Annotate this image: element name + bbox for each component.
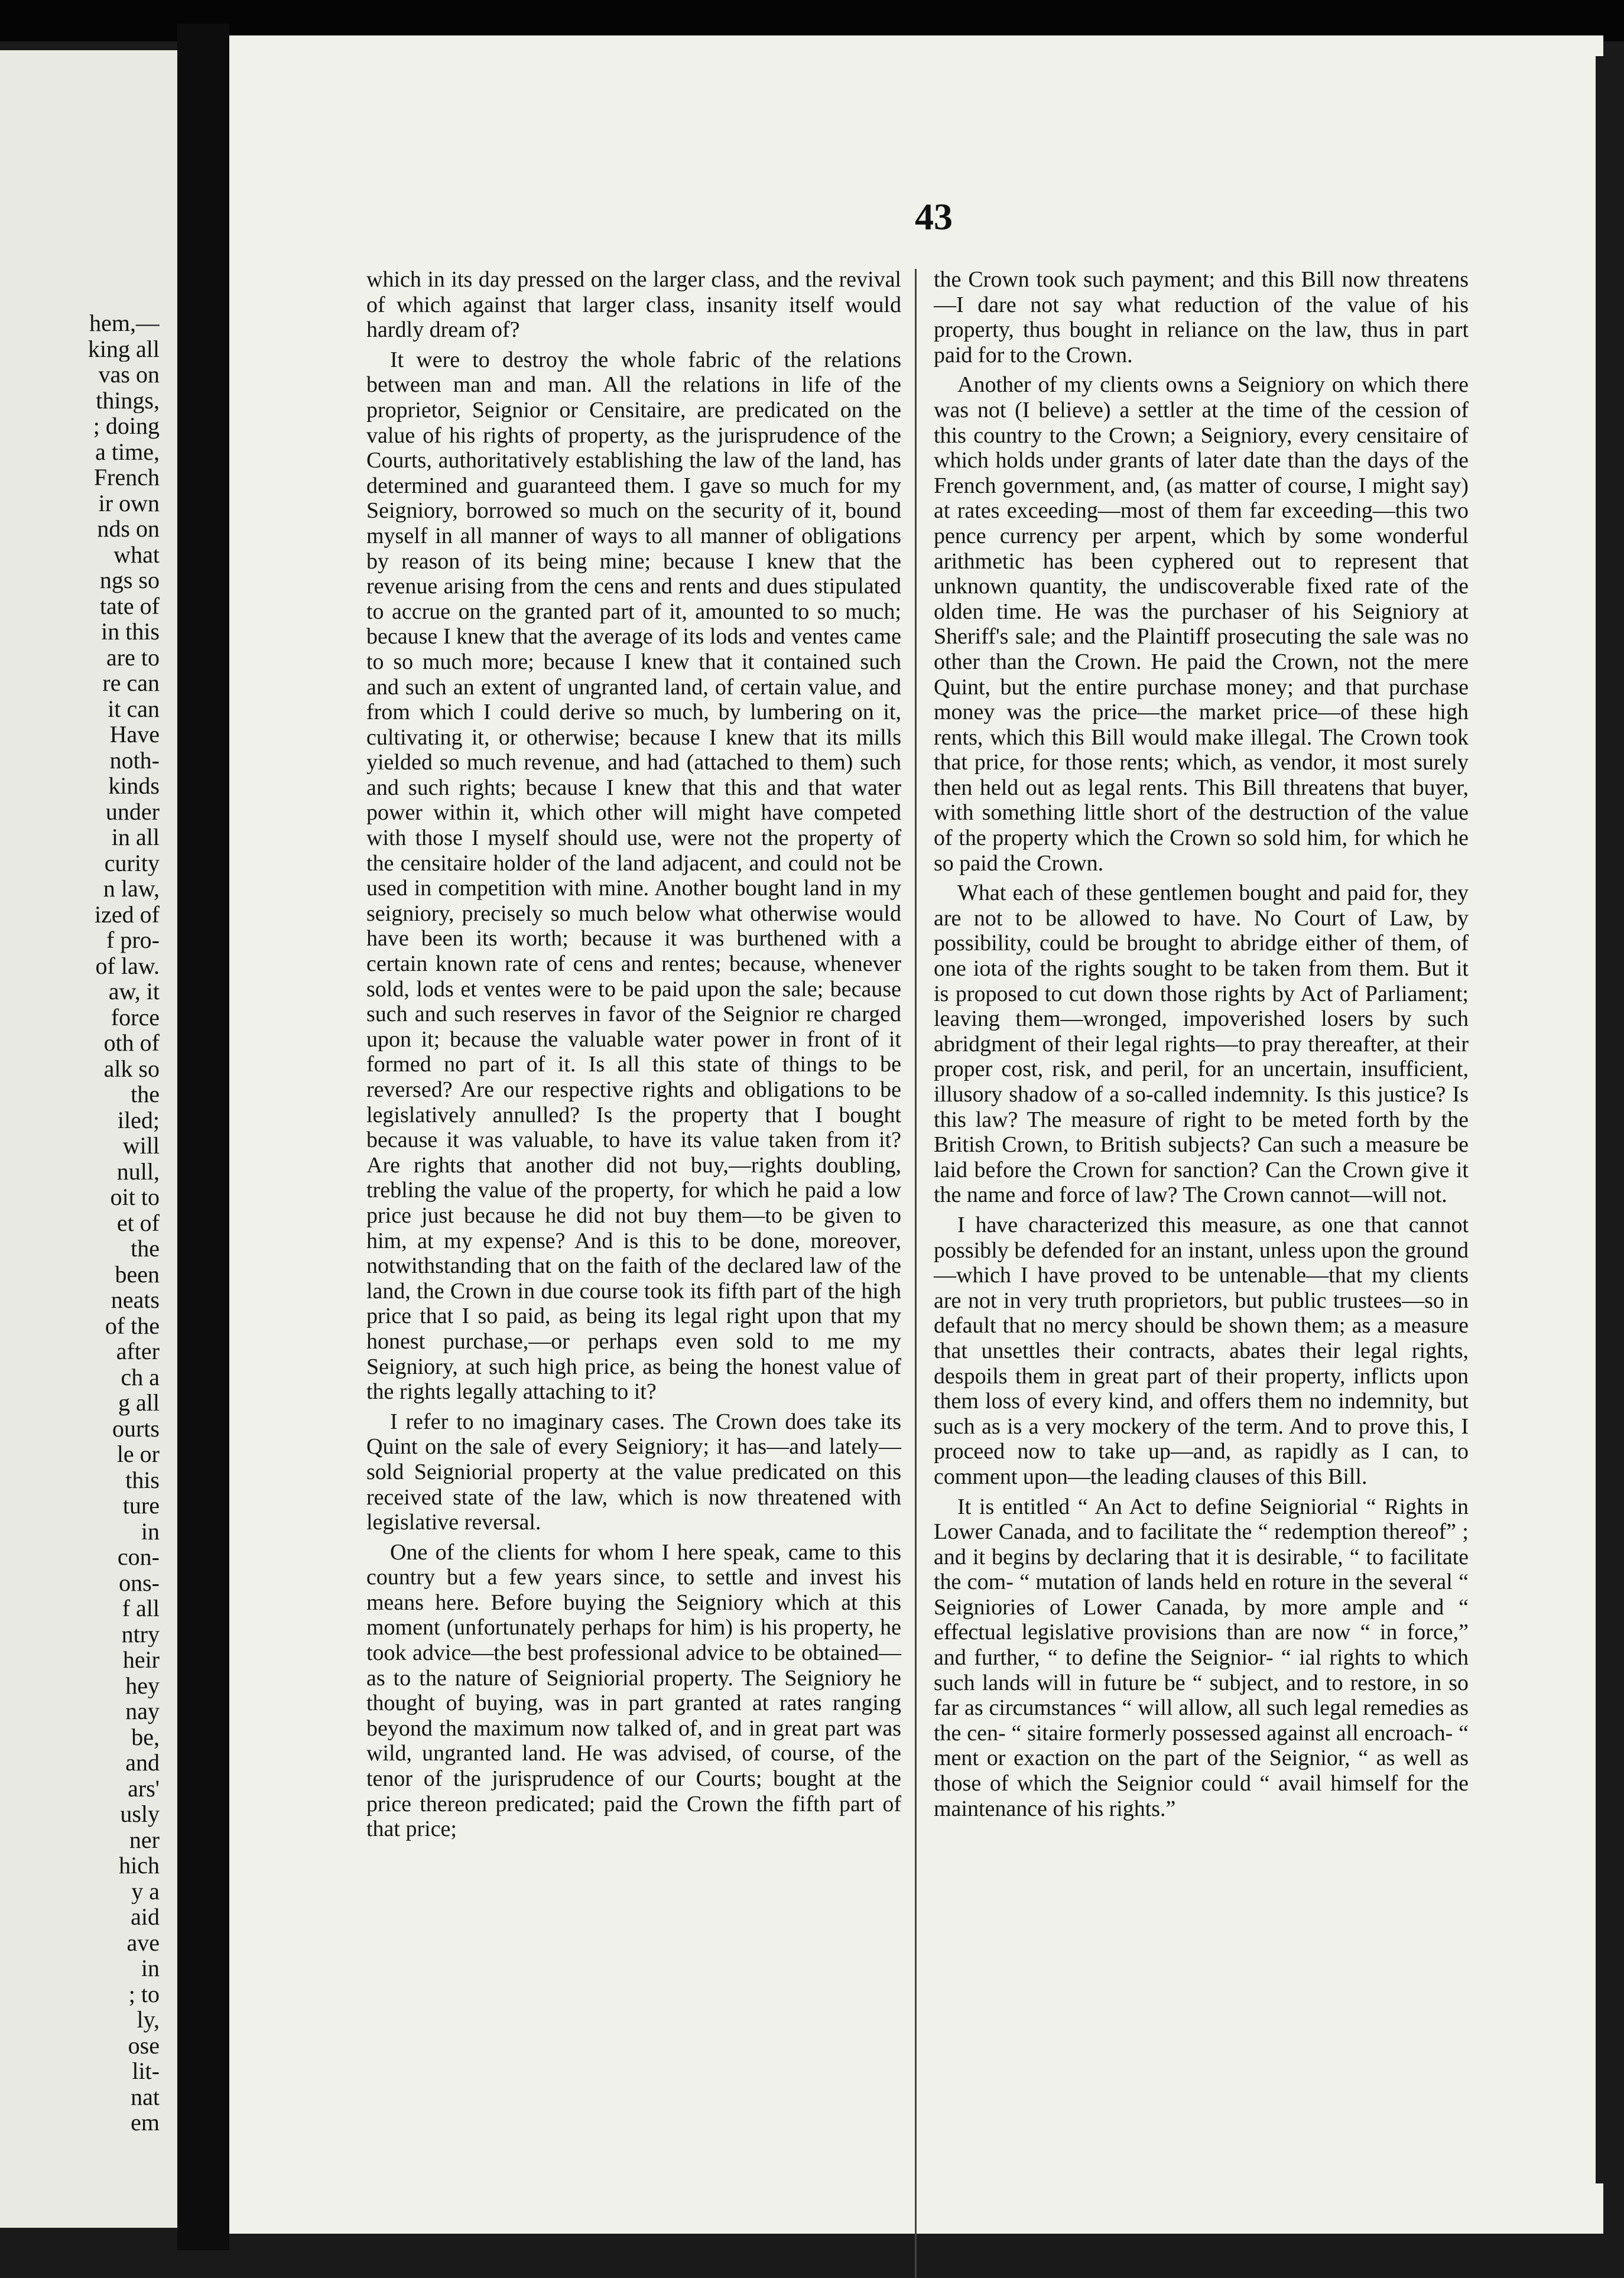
facing-page-fragment: heir xyxy=(122,1647,160,1673)
facing-page-fragment: g all xyxy=(118,1390,160,1416)
facing-page-fragment: ner xyxy=(129,1827,160,1853)
facing-page-fragment: are to xyxy=(106,644,160,670)
book-gutter xyxy=(177,24,229,2250)
facing-page-fragment: been xyxy=(115,1261,160,1287)
facing-page-fragment: aw, it xyxy=(108,979,160,1005)
facing-page-fragment: king all xyxy=(87,336,160,362)
facing-page-fragment: the xyxy=(131,1081,160,1107)
facing-page-fragment: n law, xyxy=(103,876,160,902)
facing-page-fragment: curity xyxy=(104,850,160,876)
facing-page-fragment: nat xyxy=(131,2084,160,2110)
facing-page-fragment: French xyxy=(93,464,160,490)
facing-page-fragment: be, xyxy=(131,1724,160,1750)
facing-page-fragment: a time, xyxy=(95,438,160,464)
facing-page-fragment: noth- xyxy=(109,747,160,773)
facing-page-fragment: oit to xyxy=(110,1184,160,1210)
facing-page-fragment: ntry xyxy=(121,1621,160,1647)
facing-page-fragment: nay xyxy=(125,1698,160,1724)
facing-page-fragment: Have xyxy=(109,722,160,748)
facing-page-fragment: le or xyxy=(116,1441,160,1467)
text-column-left xyxy=(366,267,901,1847)
facing-page-fragment: ngs so xyxy=(99,567,160,593)
facing-page-fragment: ars' xyxy=(128,1775,160,1801)
facing-page-fragment: of the xyxy=(105,1312,160,1338)
facing-page-fragment: neats xyxy=(111,1287,160,1313)
facing-page-fragment: kinds xyxy=(108,773,160,799)
facing-page-fragment: vas on xyxy=(98,362,160,388)
facing-page-fragment: iled; xyxy=(117,1107,160,1133)
facing-page-fragment: re can xyxy=(102,670,160,696)
facing-page-fragment: of law. xyxy=(95,953,160,979)
facing-page-fragment: y a xyxy=(131,1878,160,1904)
facing-page-fragment: ture xyxy=(122,1493,160,1519)
paragraph: I refer to no imaginary cases. The Crown does take its Quint on the sale of every Seigniory; it has—and lately—sold Seigniorial property at the value predicated on this received state of the law, which is now threatened with legislative reversal. xyxy=(366,1409,901,1535)
facing-page-fragment: it can xyxy=(108,696,160,722)
facing-page-fragment: con- xyxy=(117,1544,160,1570)
paragraph: the Crown took such payment; and this Bill now threatens—I dare not say what reduction of the value of his property, thus bought in reliance on the law, thus in part paid for to the Crown. xyxy=(934,267,1469,368)
paragraph: Another of my clients owns a Seigniory on which there was not (I believe) a settler at the time of the cession of this country to the Crown; a Seigniory, every censitaire of which holds under grants of later date than the days of the French government, and, (as matter of course, I might say) at rates exceeding—most of them far exceeding—this two pence currency per arpent, which by some wonderful arithmetic has been cyphered out to represent that unknown quantity, the undiscoverable fixed rate of the olden time. He was the purchaser of his Seigniory at Sheriff's sale; and the Plaintiff prosecuting the sale was no other than the Crown. He paid the Crown, not the mere Quint, but the entire purchase money; and that purchase money was the price—the market price—of these high rents, which this Bill would make illegal. The Crown took that price, for those rents; which, as vendor, it most surely then held out as legal rents. This Bill threatens that buyer, with something little short of the destruction of the value of the property which the Crown so sold him, for which he so paid the Crown. xyxy=(934,372,1469,876)
facing-page-fragment: ose xyxy=(128,2032,160,2058)
facing-page-fragment: em xyxy=(131,2110,160,2136)
facing-page-fragment: ons- xyxy=(119,1569,160,1595)
text-column-right xyxy=(934,267,1469,1826)
facing-page xyxy=(0,50,177,2228)
facing-page-text-fragments xyxy=(0,310,160,2178)
facing-page-fragment: ch a xyxy=(121,1364,160,1390)
facing-page-fragment: usly xyxy=(120,1801,160,1827)
facing-page-fragment: hich xyxy=(119,1853,160,1879)
facing-page-fragment: et of xyxy=(116,1210,160,1236)
facing-page-fragment: ourts xyxy=(112,1415,160,1441)
facing-page-fragment: alk so xyxy=(103,1055,160,1081)
facing-page-fragment: f pro- xyxy=(106,927,160,953)
facing-page-fragment: under xyxy=(105,798,160,824)
facing-page-fragment: tate of xyxy=(99,593,160,619)
facing-page-fragment: in all xyxy=(111,824,160,850)
paragraph: I have characterized this measure, as one that cannot possibly be defended for an instant, unless upon the ground—which I have proved to be untenable—that my clients are not in very truth proprietors, but public trustees—so in default that no mercy should be shown them; as a measure that unsettles their contracts, abates their legal rights, despoils them in great part of their property, inflicts upon them loss of every kind, and offers them no indemnity, but such as is a very mockery of the term. And to prove this, I proceed now to take up—and, as rapidly as I can, to comment upon—the leading clauses of this Bill. xyxy=(934,1212,1469,1489)
facing-page-fragment: ir own xyxy=(98,490,160,516)
page-right-edge xyxy=(1596,56,1606,2183)
facing-page-fragment: what xyxy=(113,541,160,567)
column-divider xyxy=(915,269,917,2278)
facing-page-fragment: will xyxy=(122,1133,160,1159)
facing-page-fragment: force xyxy=(111,1004,160,1030)
facing-page-fragment: things, xyxy=(96,387,160,413)
facing-page-fragment: f all xyxy=(122,1595,160,1621)
facing-page-fragment: ly, xyxy=(137,2007,160,2033)
facing-page-fragment: hey xyxy=(125,1672,160,1698)
facing-page-fragment: ; to xyxy=(128,1981,160,2007)
facing-page-fragment: nds on xyxy=(97,516,160,542)
facing-page-fragment: ; doing xyxy=(93,413,160,439)
facing-page-fragment: ave xyxy=(126,1929,160,1955)
facing-page-fragment: and xyxy=(125,1750,160,1776)
facing-page-fragment: ized of xyxy=(95,901,160,927)
facing-page-fragment: hem,— xyxy=(89,310,160,336)
paragraph: It is entitled “ An Act to define Seigniorial “ Rights in Lower Canada, and to facilitate the “ redemption thereof” ; and it begins by declaring that it is desirable, “ to facilitate the com- “ mutation of lands held en roture in the several “ Seigniories of Lower Canada, by more ample and “ effectual legislative provisions than are now “ in force,” and further, “ to define the Seignior- “ ial rights to which such lands will in future be “ subject, and to restore, in so far as circumstances “ will allow, all such legal remedies as the cen- “ sitaire formerly possessed against all encroach- “ ment or exaction on the part of the Seignior, “ as well as those of which the Seignior could “ avail himself for the maintenance of his rights.” xyxy=(934,1494,1469,1821)
facing-page-fragment: in xyxy=(141,1518,160,1544)
facing-page-fragment: null, xyxy=(116,1158,160,1184)
facing-page-fragment: this xyxy=(125,1467,160,1493)
facing-page-fragment: in xyxy=(141,1955,160,1981)
paragraph: What each of these gentlemen bought and paid for, they are not to be allowed to have. No Court of Law, by possibility, could be brought to abridge either of them, of one iota of the rights sought to be taken from them. But it is proposed to cut down those rights by Act of Parliament; leaving them—wronged, impoverished losers by such abridgment of their legal rights—to pray thereafter, at their proper cost, risk, and peril, for an uncertain, insufficient, illusory shadow of a so-called indemnity. Is this justice? Is this law? The measure of right to be meted forth by the British Crown, to British subjects? Can such a measure be laid before the Crown for sanction? Can the Crown give it the name and force of law? The Crown cannot—will not. xyxy=(934,880,1469,1208)
facing-page-fragment: lit- xyxy=(132,2058,160,2084)
facing-page-fragment: aid xyxy=(131,1904,160,1930)
paragraph: which in its day pressed on the larger class, and the revival of which against that larger class, insanity itself would hardly dream of? xyxy=(366,267,901,343)
facing-page-fragment: in this xyxy=(101,619,160,645)
facing-page-fragment: after xyxy=(116,1338,160,1364)
page-number: 43 xyxy=(915,196,953,238)
facing-page-fragment: the xyxy=(131,1236,160,1262)
paragraph: It were to destroy the whole fabric of the relations between man and man. All the relations in life of the proprietor, Seignior or Censitaire, are predicated on the value of his rights of property, as the jurisprudence of the Courts, authoritatively establishing the law of the land, has determined and guaranteed them. I gave so much for my Seigniory, borrowed so much on the security of it, bound myself in all manner of ways to all manner of obligations by reason of its being mine; because I knew that the revenue arising from the cens and rents and dues stipulated to accrue on the granted part of it, amounted to so much; because I knew that the average of its lods and ventes came to so much more; because I knew that it contained such and such an extent of ungranted land, of certain value, and from which I could derive so much, by lumbering on it, cultivating it, or otherwise; because I knew that its mills yielded so much revenue, and had (attached to them) such and such rights; because I knew that this and that water power within it, which other will might have competed with those I myself should use, were not the property of the censitaire holder of the land adjacent, and could not be used in competition with mine. Another bought land in my seigniory, precisely so much below what otherwise would have been its worth; because it was burthened with a certain known rate of cens and rentes; because, whenever sold, lods et ventes were to be paid upon the sale; because such and such reserves in favor of the Seignior re charged upon it; because the valuable water power in front of it formed no part of it. Is all this state of things to be reversed? Are our respective rights and obligations to be legislatively annulled? Is the property that I bought because it was valuable, to have its value taken from it? Are rights that another did not buy,—rights doubling, trebling the value of the property, for which he paid a low price just because he did not buy them—to be given to him, at my expense? And is this to be done, moreover, notwithstanding that on the faith of the declared law of the land, the Crown in due course took its fifth part of the high price that I so paid, as being its legal right upon that my honest purchase,—or perhaps even sold to me my Seigniory, at such high price, as being the honest value of the rights legally attaching to it? xyxy=(366,347,901,1405)
paragraph: One of the clients for whom I here speak, came to this country but a few years since, to settle and invest his means here. Before buying the Seigniory which at this moment (unfortunately perhaps for him) is his property, he took advice—the best professional advice to be obtained—as to the nature of Seigniorial property. The Seigniory he thought of buying, was in part granted at rates ranging beyond the maximum now talked of, and in great part was wild, ungranted land. He was advised, of course, of the tenor of the jurisprudence of our Courts; bought at the price thereon predicated; paid the Crown the fifth part of that price; xyxy=(366,1539,901,1842)
facing-page-fragment: oth of xyxy=(103,1030,160,1056)
